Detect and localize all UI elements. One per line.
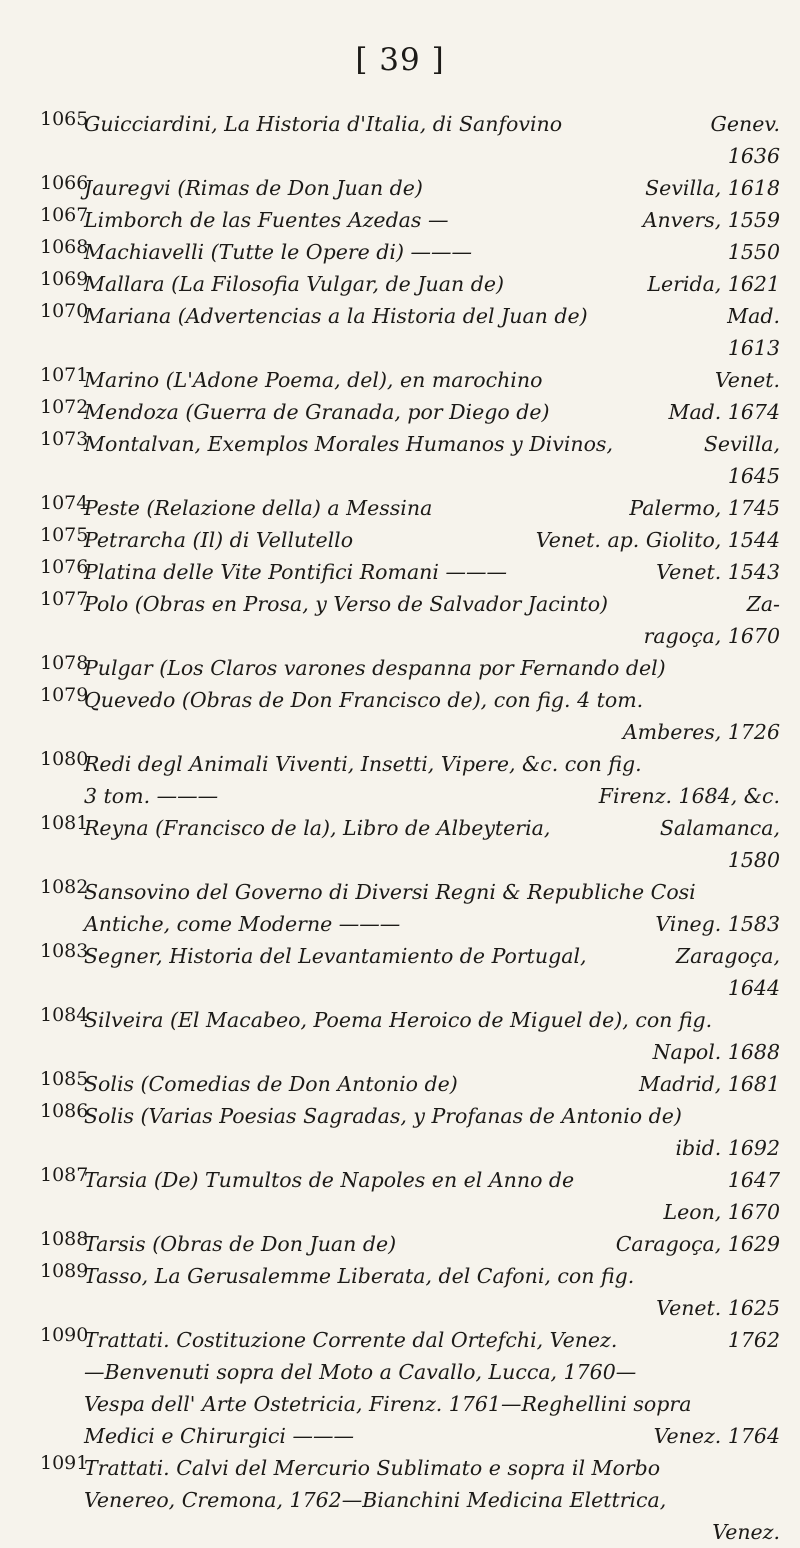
entry-imprint: Genev. bbox=[710, 112, 780, 136]
entry-title: Tasso, La Gerusalemme Liberata, del Cafoni, con fig. bbox=[84, 1264, 635, 1288]
entry-number: 1090 bbox=[40, 1324, 89, 1346]
entry-line bbox=[84, 140, 780, 172]
entry-text bbox=[84, 1068, 780, 1100]
catalogue-entry bbox=[40, 812, 780, 876]
entry-line bbox=[84, 1420, 780, 1452]
entry-line bbox=[84, 620, 780, 652]
entry-number: 1085 bbox=[40, 1068, 89, 1090]
catalogue-entry bbox=[40, 1004, 780, 1068]
catalogue-entry bbox=[40, 172, 780, 204]
entry-imprint: Zaragoça, bbox=[675, 944, 780, 968]
entry-line bbox=[84, 1292, 780, 1324]
entry-imprint: Venez. bbox=[712, 1520, 780, 1544]
entry-line bbox=[84, 1100, 780, 1132]
entry-number: 1088 bbox=[40, 1228, 89, 1250]
entry-imprint: Leon, 1670 bbox=[663, 1200, 780, 1224]
entry-title: Machiavelli (Tutte le Opere di) ——— bbox=[84, 240, 472, 264]
entry-title: Peste (Relazione della) a Messina bbox=[84, 496, 433, 520]
entry-title: Solis (Varias Poesias Sagradas, y Profanas de Antonio de) bbox=[84, 1104, 682, 1128]
catalogue-entry bbox=[40, 940, 780, 1004]
entry-number: 1077 bbox=[40, 588, 89, 610]
entry-line bbox=[84, 172, 780, 204]
entry-line bbox=[84, 1228, 780, 1260]
entry-line bbox=[84, 844, 780, 876]
entry-text bbox=[84, 1452, 780, 1548]
entry-line bbox=[84, 716, 780, 748]
entry-line bbox=[84, 1036, 780, 1068]
entry-number: 1084 bbox=[40, 1004, 89, 1026]
entry-line bbox=[84, 1452, 780, 1484]
entry-imprint: 1580 bbox=[727, 848, 780, 872]
entry-title: Pulgar (Los Claros varones despanna por Fernando del) bbox=[84, 656, 666, 680]
entry-line bbox=[84, 1196, 780, 1228]
entry-line bbox=[84, 1164, 780, 1196]
entry-title: Polo (Obras en Prosa, y Verso de Salvador Jacinto) bbox=[84, 592, 609, 616]
entry-imprint: 1550 bbox=[727, 240, 780, 264]
entry-title: 3 tom. ——— bbox=[84, 784, 219, 808]
entry-number: 1067 bbox=[40, 204, 89, 226]
catalogue-entry bbox=[40, 1100, 780, 1164]
entry-line bbox=[84, 940, 780, 972]
catalogue-entry bbox=[40, 588, 780, 652]
catalogue-entry bbox=[40, 204, 780, 236]
catalogue-entry bbox=[40, 1324, 780, 1452]
entry-title: Redi degl Animali Viventi, Insetti, Vipere, &c. con fig. bbox=[84, 752, 642, 776]
catalogue-entry bbox=[40, 1164, 780, 1228]
entry-line bbox=[84, 492, 780, 524]
entry-line bbox=[84, 428, 780, 460]
entry-imprint: Anvers, 1559 bbox=[642, 208, 780, 232]
entry-title: Trattati. Calvi del Mercurio Sublimato e sopra il Morbo bbox=[84, 1456, 661, 1480]
entry-text bbox=[84, 268, 780, 300]
entry-imprint: Amberes, 1726 bbox=[622, 720, 780, 744]
entry-number: 1076 bbox=[40, 556, 89, 578]
entry-title: Mariana (Advertencias a la Historia del Juan de) bbox=[84, 304, 588, 328]
entry-imprint: 1647 bbox=[727, 1168, 780, 1192]
catalogue-entry bbox=[40, 492, 780, 524]
entry-line bbox=[84, 1324, 780, 1356]
entry-text bbox=[84, 588, 780, 652]
entry-text bbox=[84, 364, 780, 396]
entry-text bbox=[84, 1100, 780, 1164]
entry-imprint: Napol. 1688 bbox=[652, 1040, 780, 1064]
entry-number: 1073 bbox=[40, 428, 89, 450]
catalogue-entry bbox=[40, 268, 780, 300]
entry-line bbox=[84, 1388, 780, 1420]
entry-text bbox=[84, 1004, 780, 1068]
entry-text bbox=[84, 1260, 780, 1324]
entry-title: Limborch de las Fuentes Azedas — bbox=[84, 208, 449, 232]
entry-text bbox=[84, 204, 780, 236]
entry-imprint: Venet. ap. Giolito, 1544 bbox=[535, 528, 780, 552]
entry-line bbox=[84, 908, 780, 940]
entry-line bbox=[84, 1484, 780, 1516]
entry-text bbox=[84, 1324, 780, 1452]
entry-title: —Benvenuti sopra del Moto a Cavallo, Lucca, 1760— bbox=[84, 1360, 637, 1384]
entry-line bbox=[84, 1516, 780, 1548]
entry-number: 1089 bbox=[40, 1260, 89, 1282]
catalogue-entry bbox=[40, 556, 780, 588]
entry-line bbox=[84, 364, 780, 396]
entry-line bbox=[84, 684, 780, 716]
entry-imprint: 1644 bbox=[727, 976, 780, 1000]
entry-line bbox=[84, 204, 780, 236]
entry-line bbox=[84, 236, 780, 268]
entry-title: Marino (L'Adone Poema, del), en marochino bbox=[84, 368, 543, 392]
entry-title: Antiche, come Moderne ——— bbox=[84, 912, 401, 936]
entry-number: 1075 bbox=[40, 524, 89, 546]
entry-line bbox=[84, 1132, 780, 1164]
entry-imprint: ragoça, 1670 bbox=[643, 624, 780, 648]
entry-number: 1079 bbox=[40, 684, 89, 706]
entry-line bbox=[84, 780, 780, 812]
entry-imprint: Sevilla, bbox=[703, 432, 780, 456]
entry-imprint: ibid. 1692 bbox=[675, 1136, 780, 1160]
entry-line bbox=[84, 1260, 780, 1292]
entry-imprint: 1636 bbox=[727, 144, 780, 168]
entry-imprint: Salamanca, bbox=[659, 816, 780, 840]
entry-title: Tarsia (De) Tumultos de Napoles en el Anno de bbox=[84, 1168, 575, 1192]
entry-line bbox=[84, 972, 780, 1004]
catalogue-entry bbox=[40, 236, 780, 268]
entry-text bbox=[84, 108, 780, 172]
catalogue-entry bbox=[40, 1452, 780, 1548]
catalogue-entry bbox=[40, 684, 780, 748]
entry-line bbox=[84, 460, 780, 492]
entry-text bbox=[84, 812, 780, 876]
entry-imprint: Palermo, 1745 bbox=[629, 496, 780, 520]
entry-text bbox=[84, 652, 780, 684]
entry-text bbox=[84, 300, 780, 364]
entry-number: 1083 bbox=[40, 940, 89, 962]
entry-number: 1066 bbox=[40, 172, 89, 194]
entry-text bbox=[84, 876, 780, 940]
entry-line bbox=[84, 652, 780, 684]
entry-imprint: Mad. 1674 bbox=[668, 400, 780, 424]
entry-text bbox=[84, 396, 780, 428]
entry-text bbox=[84, 428, 780, 492]
entry-imprint: Lerida, 1621 bbox=[647, 272, 780, 296]
entry-text bbox=[84, 1228, 780, 1260]
entry-text bbox=[84, 524, 780, 556]
entry-title: Sansovino del Governo di Diversi Regni & Republiche Cosi bbox=[84, 880, 696, 904]
entry-number: 1087 bbox=[40, 1164, 89, 1186]
entry-line bbox=[84, 268, 780, 300]
catalogue-entry bbox=[40, 652, 780, 684]
entry-line bbox=[84, 812, 780, 844]
entry-imprint: Venet. bbox=[714, 368, 780, 392]
entry-text bbox=[84, 172, 780, 204]
entry-number: 1082 bbox=[40, 876, 89, 898]
entry-line bbox=[84, 556, 780, 588]
entry-imprint: Caragoça, 1629 bbox=[615, 1232, 780, 1256]
entry-title: Montalvan, Exemplos Morales Humanos y Divinos, bbox=[84, 432, 613, 456]
entry-title: Petrarcha (Il) di Vellutello bbox=[84, 528, 354, 552]
entry-line bbox=[84, 748, 780, 780]
entry-title: Medici e Chirurgici ——— bbox=[84, 1424, 354, 1448]
entry-imprint: Madrid, 1681 bbox=[638, 1072, 780, 1096]
entry-number: 1074 bbox=[40, 492, 89, 514]
entry-line bbox=[84, 1068, 780, 1100]
entry-line bbox=[84, 396, 780, 428]
entry-imprint: 1613 bbox=[727, 336, 780, 360]
entry-title: Silveira (El Macabeo, Poema Heroico de Miguel de), con fig. bbox=[84, 1008, 713, 1032]
entry-title: Quevedo (Obras de Don Francisco de), con fig. 4 tom. bbox=[84, 688, 644, 712]
entry-text bbox=[84, 556, 780, 588]
entry-number: 1078 bbox=[40, 652, 89, 674]
entry-line bbox=[84, 876, 780, 908]
catalogue-entry bbox=[40, 396, 780, 428]
entry-title: Guicciardini, La Historia d'Italia, di Sanfovino bbox=[84, 112, 563, 136]
entry-imprint: Sevilla, 1618 bbox=[645, 176, 780, 200]
entry-number: 1069 bbox=[40, 268, 89, 290]
entry-number: 1080 bbox=[40, 748, 89, 770]
entry-imprint: 1762 bbox=[727, 1328, 780, 1352]
entry-title: Mallara (La Filosofia Vulgar, de Juan de) bbox=[84, 272, 504, 296]
catalogue-entry bbox=[40, 1068, 780, 1100]
entry-imprint: Venet. 1543 bbox=[656, 560, 780, 584]
entry-text bbox=[84, 236, 780, 268]
entry-line bbox=[84, 524, 780, 556]
entry-title: Jauregvi (Rimas de Don Juan de) bbox=[84, 176, 423, 200]
entry-text bbox=[84, 684, 780, 748]
entry-list bbox=[40, 108, 780, 1548]
entry-number: 1065 bbox=[40, 108, 89, 130]
entry-text bbox=[84, 940, 780, 1004]
entry-imprint: Firenz. 1684, &c. bbox=[598, 784, 780, 808]
entry-imprint: Mad. bbox=[727, 304, 780, 328]
catalogue-entry bbox=[40, 1228, 780, 1260]
entry-number: 1071 bbox=[40, 364, 89, 386]
catalogue-entry bbox=[40, 524, 780, 556]
entry-number: 1068 bbox=[40, 236, 89, 258]
entry-title: Trattati. Costituzione Corrente dal Ortefchi, Venez. bbox=[84, 1328, 618, 1352]
catalogue-entry bbox=[40, 428, 780, 492]
entry-number: 1070 bbox=[40, 300, 89, 322]
entry-title: Venereo, Cremona, 1762—Bianchini Medicina Elettrica, bbox=[84, 1488, 667, 1512]
entry-line bbox=[84, 332, 780, 364]
entry-imprint: Venet. 1625 bbox=[656, 1296, 780, 1320]
entry-title: Segner, Historia del Levantamiento de Portugal, bbox=[84, 944, 587, 968]
entry-line bbox=[84, 300, 780, 332]
entry-number: 1086 bbox=[40, 1100, 89, 1122]
entry-text bbox=[84, 748, 780, 812]
entry-imprint: Venez. 1764 bbox=[653, 1424, 780, 1448]
entry-title: Mendoza (Guerra de Granada, por Diego de) bbox=[84, 400, 550, 424]
entry-text bbox=[84, 1164, 780, 1228]
entry-line bbox=[84, 1356, 780, 1388]
catalogue-entry bbox=[40, 1260, 780, 1324]
entry-imprint: 1645 bbox=[727, 464, 780, 488]
entry-text bbox=[84, 492, 780, 524]
catalogue-entry bbox=[40, 876, 780, 940]
catalogue-entry bbox=[40, 364, 780, 396]
entry-title: Vespa dell' Arte Ostetricia, Firenz. 1761—Reghellini sopra bbox=[84, 1392, 692, 1416]
entry-title: Platina delle Vite Pontifici Romani ——— bbox=[84, 560, 507, 584]
entry-imprint: Vineg. 1583 bbox=[655, 912, 780, 936]
entry-title: Reyna (Francisco de la), Libro de Albeyteria, bbox=[84, 816, 551, 840]
catalogue-entry bbox=[40, 108, 780, 172]
entry-number: 1091 bbox=[40, 1452, 89, 1474]
entry-line bbox=[84, 588, 780, 620]
entry-number: 1072 bbox=[40, 396, 89, 418]
page-number: [ 39 ] bbox=[355, 42, 445, 78]
entry-line bbox=[84, 108, 780, 140]
entry-imprint: Za- bbox=[746, 592, 780, 616]
entry-line bbox=[84, 1004, 780, 1036]
entry-title: Solis (Comedias de Don Antonio de) bbox=[84, 1072, 458, 1096]
entry-title: Tarsis (Obras de Don Juan de) bbox=[84, 1232, 397, 1256]
catalogue-entry bbox=[40, 300, 780, 364]
catalogue-entry bbox=[40, 748, 780, 812]
entry-number: 1081 bbox=[40, 812, 89, 834]
